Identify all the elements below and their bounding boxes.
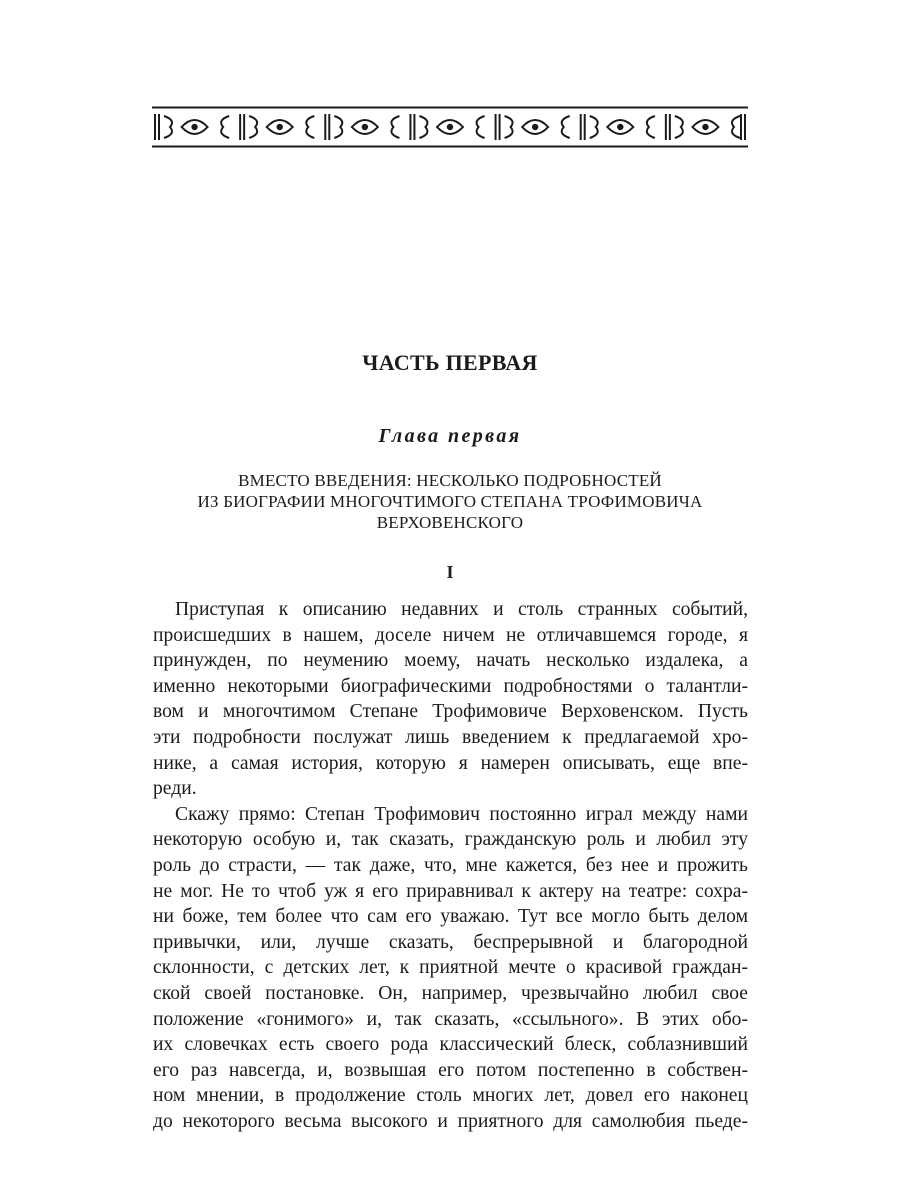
chapter-subtitle-line: ВМЕСТО ВВЕДЕНИЯ: НЕСКОЛЬКО ПОДРОБНОСТЕЙ (238, 471, 662, 490)
chapter-title: Глава первая (378, 425, 522, 447)
chapter-subtitle-line: ВЕРХОВЕНСКОГО (376, 513, 524, 532)
paragraph-2-line: некоторую особую и, так сказать, гражданскую роль и любил эту (153, 829, 748, 851)
paragraph-2-line: Скажу прямо: Степан Трофимович постоянно играл между нами (175, 803, 748, 825)
body-text (153, 597, 748, 1134)
decorative-border-ornament (152, 106, 748, 148)
ornament-motif (240, 114, 314, 140)
paragraph-1-line: именно некоторыми биографическими подробностями о талантли- (153, 675, 748, 697)
paragraph-1-line: вом и многочтимом Степане Трофимовиче Верховенском. Пусть (153, 701, 748, 723)
paragraph-1-line: происшедших в нашем, доселе ничем не отличавшемся городе, я (153, 624, 748, 646)
paragraph-2-line: их словечках есть своего рода классический блеск, соблазнивший (153, 1034, 748, 1056)
ornament-motif (155, 114, 229, 140)
paragraph-1-line: Приступая к описанию недавних и столь странных событий, (175, 599, 748, 620)
paragraph-1-line: эти подробности послужат лишь введением к предлагаемой хро- (153, 726, 748, 748)
paragraph-2-line: его раз навсегда, и, возвышая его потом постепенно в собствен- (153, 1059, 748, 1081)
ornament-motif (666, 114, 740, 140)
part-title: ЧАСТЬ ПЕРВАЯ (362, 350, 538, 375)
paragraph-2-line: ни боже, тем более что сам его уважаю. Тут все могло быть делом (153, 906, 748, 928)
paragraph-2-line: не мог. Не то чтоб уж я его приравнивал к актеру на театре: сохра- (153, 880, 748, 902)
paragraph-1-line: реди. (153, 778, 197, 800)
paragraph-1-line: нике, а самая история, которую я намерен описывать, еще впе- (153, 752, 748, 774)
paragraph-2-line: ской своей постановке. Он, например, чрезвычайно любил свое (153, 982, 748, 1004)
ornament-motif (410, 114, 484, 140)
paragraph-2-line: склонности, с детских лет, к приятной мечте о красивой граждан- (153, 957, 748, 979)
ornament-motif (325, 114, 399, 140)
paragraph-2-line: положение «гонимого» и, так сказать, «ссыльного». В этих обо- (153, 1008, 748, 1030)
chapter-subtitle (0, 470, 900, 533)
paragraph-2-line: ном мнении, в продолжение столь многих лет, довел его наконец (153, 1085, 748, 1107)
chapter-subtitle-line: ИЗ БИОГРАФИИ МНОГОЧТИМОГО СТЕПАНА ТРОФИМОВИЧА (197, 492, 703, 511)
ornament-motif (496, 114, 570, 140)
paragraph-2-line: роль до страсти, — так даже, что, мне кажется, без нее и прожить (153, 854, 748, 876)
section-number: I (446, 562, 454, 582)
paragraph-1-line: принужден, по неумению моему, начать несколько издалека, а (153, 650, 748, 672)
paragraph-2-line: привычки, или, лучше сказать, беспрерывной и благородной (153, 931, 748, 953)
ornament-motif (581, 114, 655, 140)
paragraph-2-line: до некоторого весьма высокого и приятного для самолюбия пьеде- (153, 1110, 748, 1132)
